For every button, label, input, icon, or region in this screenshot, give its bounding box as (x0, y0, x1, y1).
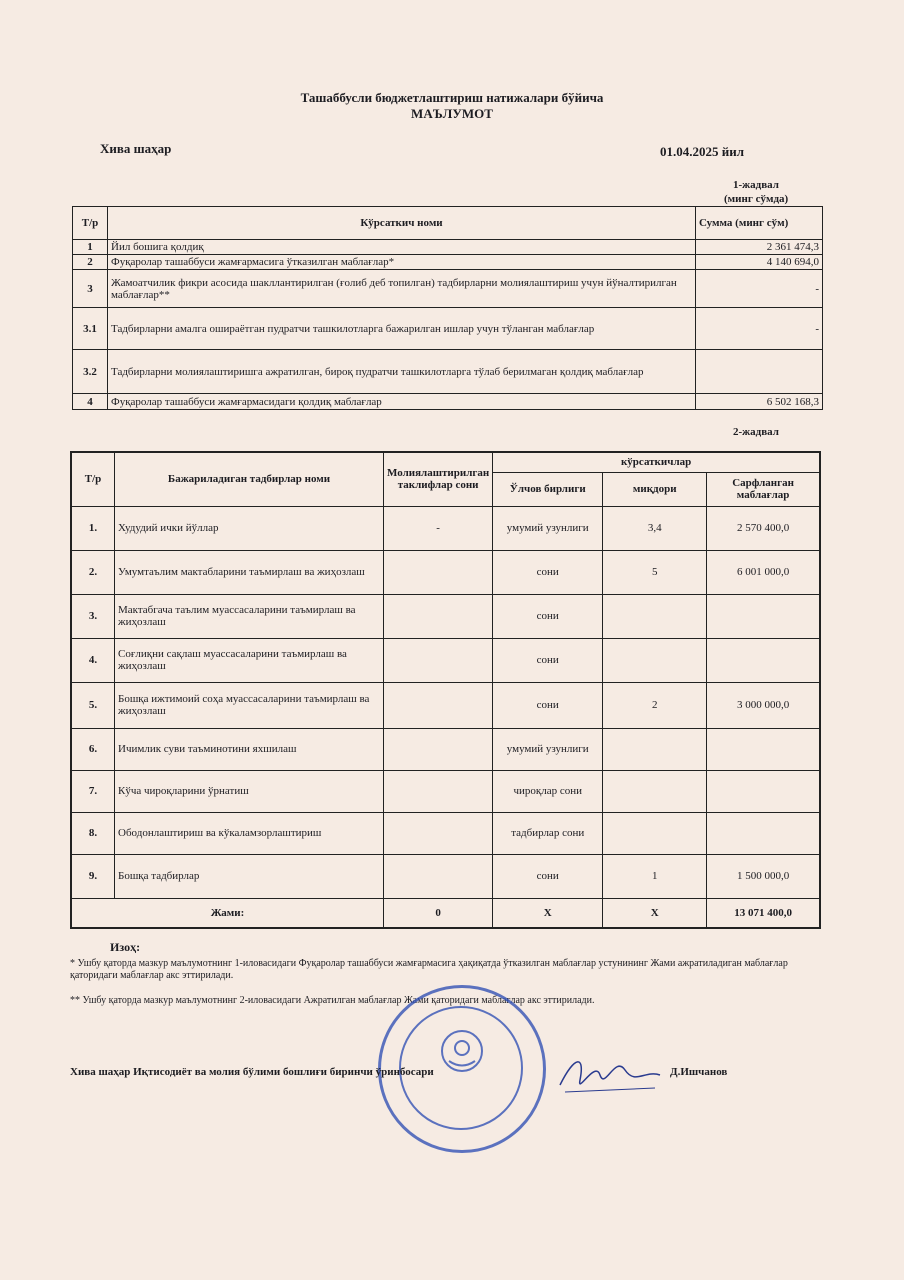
table2-row-qty: 5 (603, 550, 707, 594)
table2-row-spent: 1 500 000,0 (707, 854, 820, 898)
table2-row-proposals (384, 638, 493, 682)
emblem-icon (437, 1026, 487, 1076)
table-row (71, 854, 820, 898)
table1-row-num: 1 (73, 240, 108, 255)
table2-row-spent: 3 000 000,0 (707, 682, 820, 728)
table1-unit: (минг сўмда) (724, 193, 789, 205)
table2-row-qty (603, 812, 707, 854)
table2-row-unit: сони (493, 550, 603, 594)
table2-row-name: Худудий ички йўллар (115, 506, 384, 550)
table1-row-num: 2 (73, 255, 108, 270)
table2-row-unit: чироқлар сони (493, 770, 603, 812)
table1-row-name: Фуқаролар ташаббуси жамғармасига ўтказилган маблағлар* (108, 255, 696, 270)
table2-row-spent (707, 594, 820, 638)
table1-row-num: 3.2 (73, 350, 108, 394)
table2-col-name: Бажариладиган тадбирлар номи (115, 452, 384, 506)
table-row (73, 255, 823, 270)
table2-row-spent (707, 728, 820, 770)
table2-row-unit: тадбирлар сони (493, 812, 603, 854)
table2-row-name: Бошқа ижтимоий соҳа муассасаларини таъмирлаш ва жиҳозлаш (115, 682, 384, 728)
table1-row-sum: - (696, 270, 823, 308)
table1-col-sum: Сумма (минг сўм) (696, 207, 823, 240)
table1-row-name: Фуқаролар ташаббуси жамғармасидаги қолдиқ маблағлар (108, 394, 696, 410)
table2-row-unit: сони (493, 682, 603, 728)
table1-header-row (73, 207, 823, 240)
table2 (70, 451, 821, 929)
table1-col-name: Кўрсаткич номи (108, 207, 696, 240)
table2-total-spent: 13 071 400,0 (707, 898, 820, 928)
table2-row-name: Ичимлик суви таъминотини яхшилаш (115, 728, 384, 770)
table2-row-num: 2. (71, 550, 115, 594)
table2-row-name: Умумтаълим мактабларини таъмирлаш ва жиҳозлаш (115, 550, 384, 594)
table1 (72, 206, 823, 410)
table2-row-num: 9. (71, 854, 115, 898)
table-row (71, 682, 820, 728)
table2-row-proposals (384, 594, 493, 638)
note-2: ** Ушбу қаторда мазкур маълумотнинг 2-иловасидаги Ажратилган маблағлар Жами қаторидаги маблағлар акс эттирилади. (70, 995, 595, 1006)
notes-heading: Изоҳ: (110, 940, 141, 954)
table-row (73, 394, 823, 410)
table2-total-proposals: 0 (384, 898, 493, 928)
table2-row-unit: сони (493, 594, 603, 638)
table-row (71, 728, 820, 770)
table2-row-qty: 3,4 (603, 506, 707, 550)
table-row (73, 270, 823, 308)
table1-row-sum: 4 140 694,0 (696, 255, 823, 270)
table2-row-qty (603, 594, 707, 638)
table2-row-spent: 6 001 000,0 (707, 550, 820, 594)
table-row (71, 812, 820, 854)
table2-row-num: 3. (71, 594, 115, 638)
table1-row-sum (696, 350, 823, 394)
table2-row-unit: сони (493, 854, 603, 898)
table2-col-proposals: Молиялаштирилган таклифлар сони (384, 452, 493, 506)
table1-row-name: Жамоатчилик фикри асосида шакллантирилган (ғолиб деб топилган) тадбирларни молиялаштириш учун йўналтирилган маблағлар** (108, 270, 696, 308)
table1-label: 1-жадвал (733, 179, 779, 191)
table-row (73, 308, 823, 350)
table2-row-proposals: - (384, 506, 493, 550)
table-row (71, 770, 820, 812)
table2-row-unit: умумий узунлиги (493, 728, 603, 770)
table2-col-num: Т/р (71, 452, 115, 506)
table2-row-proposals (384, 812, 493, 854)
table-row (71, 550, 820, 594)
table1-row-num: 3.1 (73, 308, 108, 350)
table2-row-unit: сони (493, 638, 603, 682)
table2-row-name: Соғлиқни сақлаш муассасаларини таъмирлаш ва жиҳозлаш (115, 638, 384, 682)
signatory-position: Хива шаҳар Иқтисодиёт ва молия бўлими бошлиғи биринчи ўринбосари (70, 1066, 434, 1078)
table2-row-qty: 2 (603, 682, 707, 728)
table1-row-name: Тадбирларни молиялаштиришга ажратилган, бироқ пудратчи ташкилотларга тўлаб берилмаган қолдиқ маблағлар (108, 350, 696, 394)
city-label: Хива шаҳар (100, 141, 172, 156)
table2-total-label: Жами: (71, 898, 384, 928)
table1-row-name: Тадбирларни амалга ошираётган пудратчи ташкилотларга бажарилган ишлар учун тўланган маблағлар (108, 308, 696, 350)
table-row (73, 350, 823, 394)
table-row (71, 638, 820, 682)
table2-row-name: Кўча чироқларини ўрнатиш (115, 770, 384, 812)
table2-row-num: 6. (71, 728, 115, 770)
document-date: 01.04.2025 йил (660, 144, 745, 159)
table2-row-num: 5. (71, 682, 115, 728)
document-title-line2: МАЪЛУМОТ (411, 106, 493, 121)
table2-total-qty: Х (603, 898, 707, 928)
table1-row-num: 4 (73, 394, 108, 410)
table2-col-qty: миқдори (603, 472, 707, 506)
table2-row-spent (707, 770, 820, 812)
table-row (71, 506, 820, 550)
table2-col-spent: Сарфланган маблағлар (707, 472, 820, 506)
table-row (73, 240, 823, 255)
table2-total-unit: Х (493, 898, 603, 928)
table1-row-sum: 6 502 168,3 (696, 394, 823, 410)
table2-col-unit: Ўлчов бирлиги (493, 472, 603, 506)
table2-row-proposals (384, 682, 493, 728)
table2-row-proposals (384, 728, 493, 770)
signature-icon (555, 1050, 665, 1105)
table2-row-spent (707, 638, 820, 682)
table2-row-qty (603, 638, 707, 682)
table1-col-num: Т/р (73, 207, 108, 240)
table2-row-proposals (384, 550, 493, 594)
table1-row-sum: - (696, 308, 823, 350)
note-1: * Ушбу қаторда мазкур маълумотнинг 1-иловасидаги Фуқаролар ташаббуси жамғармасига ҳақиқатда ўтказилган маблағлар устунининг Жами ажратиладиган маблағлар қаторидаги маблағлар акс эттирилади. (70, 958, 788, 981)
table2-row-num: 4. (71, 638, 115, 682)
table2-row-name: Ободонлаштириш ва кўкаламзорлаштириш (115, 812, 384, 854)
table2-header-row (71, 452, 820, 472)
table2-row-name: Мактабгача таълим муассасаларини таъмирлаш ва жиҳозлаш (115, 594, 384, 638)
table2-row-proposals (384, 854, 493, 898)
document-title-line1: Ташаббусли бюджетлаштириш натижалари бўйича (300, 90, 604, 105)
signatory-name: Д.Ишчанов (670, 1066, 728, 1078)
table2-row-name: Бошқа тадбирлар (115, 854, 384, 898)
table-row (71, 594, 820, 638)
table2-row-unit: умумий узунлиги (493, 506, 603, 550)
table2-row-qty (603, 728, 707, 770)
table2-col-indicators: кўрсаткичлар (493, 452, 820, 472)
table2-row-qty (603, 770, 707, 812)
table2-row-num: 7. (71, 770, 115, 812)
table2-label: 2-жадвал (733, 426, 779, 438)
table2-row-spent: 2 570 400,0 (707, 506, 820, 550)
table2-row-spent (707, 812, 820, 854)
table2-row-num: 1. (71, 506, 115, 550)
table2-total-row (71, 898, 820, 928)
table1-row-sum: 2 361 474,3 (696, 240, 823, 255)
table2-row-proposals (384, 770, 493, 812)
table1-row-num: 3 (73, 270, 108, 308)
table2-row-qty: 1 (603, 854, 707, 898)
table2-row-num: 8. (71, 812, 115, 854)
table1-row-name: Йил бошига қолдиқ (108, 240, 696, 255)
